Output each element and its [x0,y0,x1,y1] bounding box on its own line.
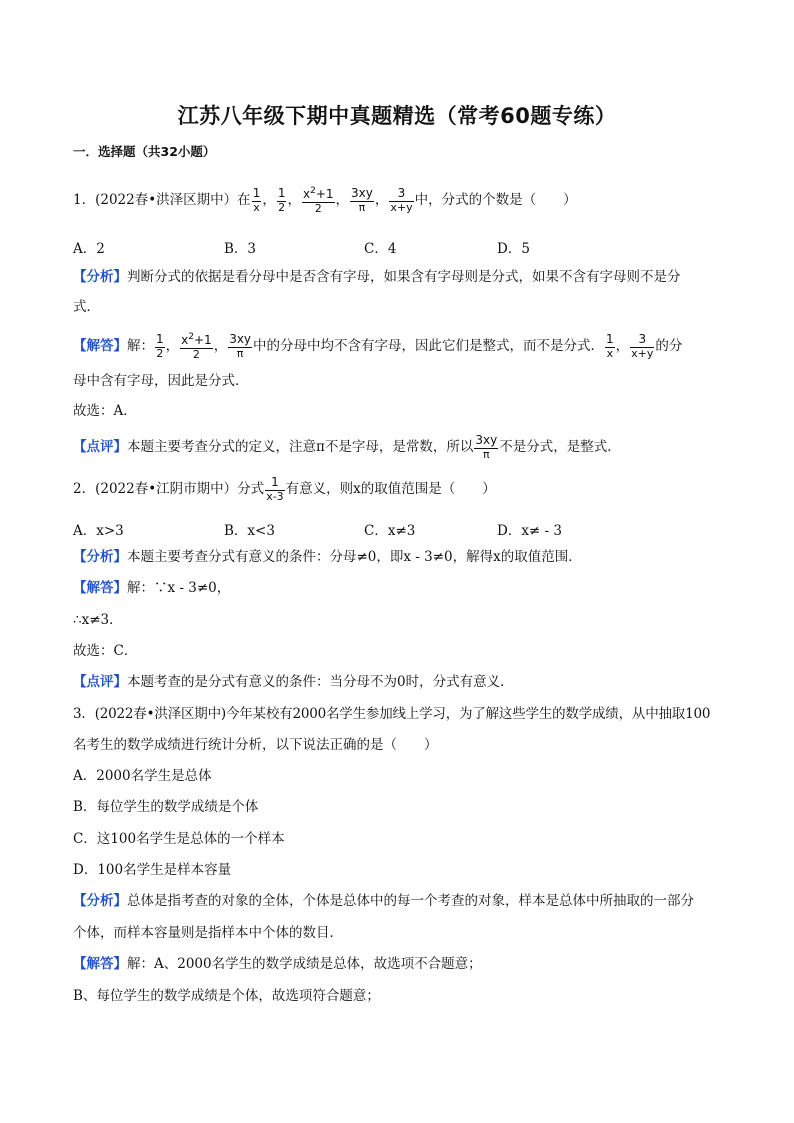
q3-stem: 3．(2022春•洪泽区期中)今年某校有2000名学生参加线上学习，为了解这些学生的数学成绩，从中抽取100 [73,706,711,722]
q1-stem-suffix: 中，分式的个数是（ ） [414,192,577,209]
q3-solution-cont: B、每位学生的数学成绩是个体，故选项符合题意； [73,988,380,1004]
q2-analysis: 【分析】本题主要考查分式有意义的条件：分母≠0，即x - 3≠0，解得x的取值范围． [73,549,582,565]
q1-comment-frac: $\frac{3xy}{\pi}$ [475,433,498,461]
comment-tag: 【点评】 [73,439,127,456]
q1-frac-3: $\frac{x^2+1}{2}$ [302,186,334,215]
q1-option-a: A．2 [73,241,105,257]
q2-step: ∴x≠3． [73,612,123,628]
q1-solution: 【解答】解： $\frac{1}{2}$ ， $\frac{x^2+1}{2}$ ， $\frac{3xy}{\pi}$ 中的分母中均不含有字母，因此它们是整式，而不是分式． $\frac{1}{x}$ ， $\frac{3}{x+y}$ 的分 [73,332,683,361]
q1-stem-prefix: 1．(2022春•洪泽区期中）在 [73,192,251,209]
q2-frac: $\frac{1}{x-3}$ [266,475,284,503]
q1-frac-1: $\frac{1}{x}$ [252,186,261,214]
analysis-tag: 【分析】 [73,269,127,285]
q2-option-c: C．x≠3 [364,523,416,539]
page-title: 江苏八年级下期中真题精选（常考60题专练） [177,104,617,128]
q1-sol-frac-3: $\frac{3xy}{\pi}$ [229,332,252,360]
q1-sol-frac-4: $\frac{1}{x}$ [606,332,614,360]
section-heading: 一．选择题（共32小题） [73,144,216,159]
q1-frac-5: $\frac{3}{x+y}$ [390,186,413,214]
q3-option-b: B．每位学生的数学成绩是个体 [73,799,259,815]
q3-stem-cont: 名考生的数学成绩进行统计分析，以下说法正确的是（ ） [73,737,438,753]
q1-stem: 1．(2022春•洪泽区期中）在 $\frac{1}{x}$ ， $\frac{1}{2}$ ， $\frac{x^2+1}{2}$ ， $\frac{3xy}{\pi}$ ， $\frac{3}{x+y}$ 中，分式的个数是（ ） [73,186,577,215]
q2-answer: 故选：C． [73,643,138,659]
q2-stem: 2．(2022春•江阴市期中）分式 $\frac{1}{x-3}$ 有意义，则x的取值范围是（ ） [73,475,496,503]
solution-tag: 【解答】 [73,338,127,355]
q3-analysis: 【分析】总体是指考查的对象的全体，个体是总体中的每一个考查的对象，样本是总体中所抽取的一部分 [73,893,694,909]
q2-solution: 【解答】解：∵x - 3≠0， [73,580,231,596]
q3-option-c: C．这100名学生是总体的一个样本 [73,831,285,847]
q3-option-a: A．2000名学生是总体 [73,768,212,784]
q1-answer: 故选：A． [73,403,137,419]
q2-option-d: D．x≠ - 3 [497,523,562,539]
q2-option-b: B．x<3 [224,523,275,539]
q3-option-d: D．100名学生是样本容量 [73,862,232,878]
q1-option-c: C．4 [364,241,397,257]
q1-solution-cont: 母中含有字母，因此是分式． [73,373,249,389]
q3-analysis-cont: 个体，而样本容量则是指样本中个体的数目． [73,925,343,941]
q1-analysis-cont: 式． [73,299,100,315]
q1-analysis: 【分析】判断分式的依据是看分母中是否含有字母，如果含有字母则是分式，如果不含有字母则不是分 [73,269,681,285]
q1-frac-2: $\frac{1}{2}$ [277,186,286,214]
q3-solution: 【解答】解：A、2000名学生的数学成绩是总体，故选项不合题意； [73,956,482,972]
q2-option-a: A．x>3 [73,523,124,539]
q1-option-d: D．5 [497,241,530,257]
q1-frac-4: $\frac{3xy}{\pi}$ [351,186,373,214]
q1-option-b: B．3 [224,241,257,257]
q1-sol-frac-5: $\frac{3}{x+y}$ [631,332,654,360]
q1-comment: 【点评】本题主要考查分式的定义，注意π不是字母，是常数，所以 $\frac{3xy}{\pi}$ 不是分式，是整式． [73,433,621,461]
q2-comment: 【点评】本题考查的是分式有意义的条件：当分母不为0时，分式有意义． [73,674,514,690]
q1-sol-frac-2: $\frac{x^2+1}{2}$ [181,332,212,361]
q1-sol-frac-1: $\frac{1}{2}$ [156,332,164,360]
